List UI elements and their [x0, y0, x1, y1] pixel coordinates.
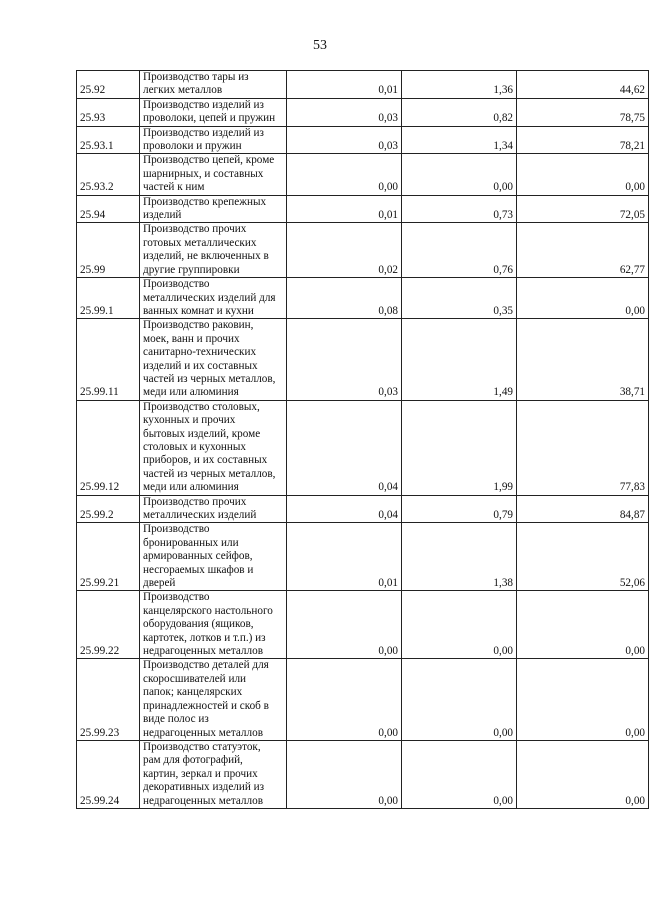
description-line: Производство прочих: [143, 495, 247, 508]
description-line: Производство цепей, кроме: [143, 154, 275, 167]
description-line: столовых и кухонных: [143, 440, 247, 453]
value-cell-2: 0,82: [402, 98, 517, 126]
code-cell: 25.99.2: [77, 495, 140, 523]
table-row: [77, 154, 649, 195]
description-cell: [140, 740, 287, 808]
value-cell-1: 0,04: [287, 495, 402, 523]
value-cell-2: 0,00: [402, 740, 517, 808]
description-line: армированных сейфов,: [143, 550, 253, 563]
code-cell: 25.99.11: [77, 319, 140, 400]
description-line: изделий и их составных: [143, 359, 258, 372]
description-line: проволоки и пружин: [143, 140, 242, 153]
description-cell: [140, 523, 287, 591]
description-line: канцелярского настольного: [143, 604, 273, 617]
code-cell: 25.93.1: [77, 126, 140, 154]
description-line: Производство прочих: [143, 223, 247, 236]
description-line: ванных комнат и кухни: [143, 304, 254, 317]
description-cell: [140, 223, 287, 278]
value-cell-2: 0,76: [402, 223, 517, 278]
value-cell-1: 0,00: [287, 154, 402, 195]
description-line: изделий: [143, 209, 182, 222]
value-cell-3: 62,77: [517, 223, 649, 278]
description-line: металлических изделий для: [143, 291, 276, 304]
value-cell-2: 0,73: [402, 195, 517, 223]
description-cell: [140, 591, 287, 659]
value-cell-2: 0,35: [402, 278, 517, 319]
description-line: Производство столовых,: [143, 400, 260, 413]
description-line: недрагоценных металлов: [143, 645, 263, 658]
table-row: [77, 195, 649, 223]
value-cell-3: 0,00: [517, 278, 649, 319]
description-line: дверей: [143, 577, 176, 590]
description-line: моек, ванн и прочих: [143, 332, 240, 345]
value-cell-3: 78,75: [517, 98, 649, 126]
code-cell: 25.94: [77, 195, 140, 223]
table-row: [77, 98, 649, 126]
description-line: частей из черных металлов,: [143, 467, 276, 480]
description-cell: [140, 126, 287, 154]
description-line: недрагоценных металлов: [143, 726, 263, 739]
value-cell-1: 0,01: [287, 71, 402, 99]
code-cell: 25.99.24: [77, 740, 140, 808]
value-cell-1: 0,08: [287, 278, 402, 319]
description-line: принадлежностей и скоб в: [143, 699, 269, 712]
value-cell-3: 0,00: [517, 659, 649, 740]
value-cell-2: 0,00: [402, 154, 517, 195]
description-line: Производство: [143, 278, 210, 291]
table-row: [77, 278, 649, 319]
description-line: виде полос из: [143, 713, 209, 726]
value-cell-3: 72,05: [517, 195, 649, 223]
description-line: изделий, не включенных в: [143, 250, 269, 263]
table-row: [77, 400, 649, 495]
description-line: кухонных и прочих: [143, 414, 236, 427]
description-line: Производство статуэток,: [143, 740, 261, 753]
table-body: [77, 71, 649, 809]
data-table: [76, 70, 649, 809]
description-line: рам для фотографий,: [143, 754, 243, 767]
value-cell-3: 0,00: [517, 591, 649, 659]
description-line: декоративных изделий из: [143, 781, 265, 794]
code-cell: 25.99.1: [77, 278, 140, 319]
description-line: картин, зеркал и прочих: [143, 767, 258, 780]
value-cell-1: 0,03: [287, 319, 402, 400]
value-cell-2: 0,00: [402, 591, 517, 659]
value-cell-1: 0,00: [287, 740, 402, 808]
description-cell: [140, 98, 287, 126]
code-cell: 25.93: [77, 98, 140, 126]
value-cell-3: 0,00: [517, 740, 649, 808]
description-line: недрагоценных металлов: [143, 794, 263, 807]
description-cell: [140, 154, 287, 195]
description-line: оборудования (ящиков,: [143, 618, 254, 631]
description-line: металлических изделий: [143, 509, 257, 521]
value-cell-3: 78,21: [517, 126, 649, 154]
description-line: Производство крепежных: [143, 195, 267, 208]
description-line: меди или алюминия: [143, 386, 239, 399]
description-cell: [140, 495, 287, 523]
value-cell-1: 0,00: [287, 659, 402, 740]
description-line: несгораемых шкафов и: [143, 563, 254, 576]
value-cell-2: 1,38: [402, 523, 517, 591]
description-line: приборов, и их составных: [143, 454, 268, 467]
description-line: Производство тары из: [143, 71, 249, 83]
table-row: [77, 591, 649, 659]
table-row: [77, 223, 649, 278]
value-cell-2: 0,00: [402, 659, 517, 740]
value-cell-2: 0,79: [402, 495, 517, 523]
description-cell: [140, 400, 287, 495]
description-cell: [140, 195, 287, 223]
description-line: другие группировки: [143, 263, 240, 276]
description-cell: [140, 71, 287, 99]
description-line: Производство: [143, 591, 210, 604]
value-cell-2: 1,49: [402, 319, 517, 400]
description-cell: [140, 659, 287, 740]
page-number: 53: [313, 38, 327, 53]
description-cell: [140, 319, 287, 400]
value-cell-3: 52,06: [517, 523, 649, 591]
description-line: Производство: [143, 523, 210, 536]
value-cell-2: 1,36: [402, 71, 517, 99]
table-row: [77, 659, 649, 740]
value-cell-3: 77,83: [517, 400, 649, 495]
description-line: проволоки, цепей и пружин: [143, 112, 276, 125]
table-row: [77, 523, 649, 591]
value-cell-1: 0,01: [287, 195, 402, 223]
code-cell: 25.99.21: [77, 523, 140, 591]
value-cell-3: 84,87: [517, 495, 649, 523]
description-line: готовых металлических: [143, 236, 257, 249]
value-cell-3: 44,62: [517, 71, 649, 99]
description-line: Производство раковин,: [143, 319, 254, 332]
description-line: частей к ним: [143, 181, 205, 194]
description-cell: [140, 278, 287, 319]
value-cell-3: 0,00: [517, 154, 649, 195]
table-row: [77, 319, 649, 400]
code-cell: 25.99.12: [77, 400, 140, 495]
description-line: шарнирных, и составных: [143, 167, 264, 180]
table-row: [77, 740, 649, 808]
value-cell-2: 1,99: [402, 400, 517, 495]
table-row: [77, 71, 649, 99]
value-cell-1: 0,04: [287, 400, 402, 495]
value-cell-2: 1,34: [402, 126, 517, 154]
description-line: санитарно-технических: [143, 346, 257, 359]
table-row: [77, 126, 649, 154]
description-line: Производство деталей для: [143, 659, 269, 672]
value-cell-1: 0,03: [287, 126, 402, 154]
description-line: меди или алюминия: [143, 481, 239, 494]
description-line: легких металлов: [143, 84, 223, 97]
value-cell-1: 0,03: [287, 98, 402, 126]
code-cell: 25.92: [77, 71, 140, 99]
code-cell: 25.99.22: [77, 591, 140, 659]
value-cell-1: 0,01: [287, 523, 402, 591]
table-row: [77, 495, 649, 523]
description-line: скоросшивателей или: [143, 672, 247, 685]
description-line: частей из черных металлов,: [143, 372, 276, 385]
code-cell: 25.99.23: [77, 659, 140, 740]
value-cell-1: 0,02: [287, 223, 402, 278]
description-line: картотек, лотков и т.п.) из: [143, 631, 266, 644]
description-line: бытовых изделий, кроме: [143, 427, 261, 440]
description-line: бронированных или: [143, 536, 239, 549]
description-line: Производство изделий из: [143, 126, 264, 139]
value-cell-1: 0,00: [287, 591, 402, 659]
code-cell: 25.93.2: [77, 154, 140, 195]
code-cell: 25.99: [77, 223, 140, 278]
description-line: Производство изделий из: [143, 98, 264, 111]
value-cell-3: 38,71: [517, 319, 649, 400]
description-line: папок; канцелярских: [143, 686, 243, 699]
